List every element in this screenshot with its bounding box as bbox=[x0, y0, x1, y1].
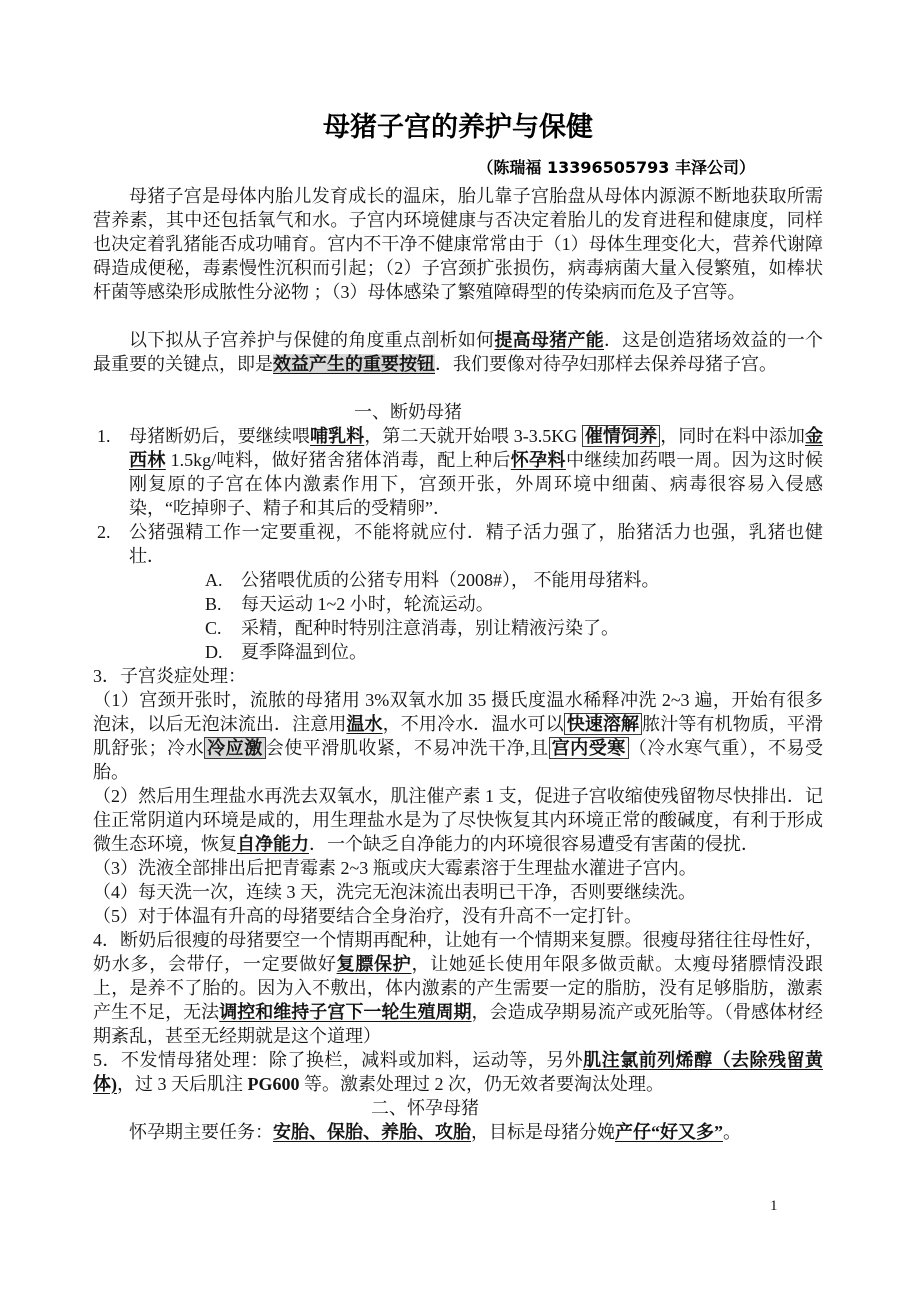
thin-sow-paragraph: 4．断奶后很瘦的母猪要空一个情期再配种，让她有一个情期来复膘。很瘦母猪往往母性好，奶水多，会带仔，一定要做好复膘保护，让她延长使用年限多做贡献。太瘦母猪膘情没跟上，是养不了胎的。因为入不敷出，体内激素的产生需要一定的脂肪，没有足够脂肪，激素产生不足，无法调控和维持子宫下一轮生殖周期，会造成孕期易流产或死胎等。（骨感体材经期紊乱，甚至无经期就是这个道理） bbox=[93, 930, 824, 1046]
weaning-item-2 bbox=[93, 520, 823, 568]
document-title: 母猪子宫的养护与保健 bbox=[323, 112, 593, 143]
section-pregnant-heading: 二、怀孕母猪 bbox=[371, 1098, 479, 1118]
sublist-letter: B. bbox=[205, 594, 222, 614]
overview-paragraph: 以下拟从子宫养护与保健的角度重点剖析如何提高母猪产能．这是创造猪场效益的一个最重要的关键点，即是效益产生的重要按钮．我们要像对待孕妇那样去保养母猪子宫。 bbox=[93, 330, 824, 374]
uteritis-step-3: （3）洗液全部排出后把青霉素 2~3 瓶或庆大霉素溶于生理盐水灌进子宫内。 bbox=[93, 858, 697, 878]
page-number: 1 bbox=[770, 1198, 778, 1214]
sublist-text: 夏季降温到位。 bbox=[241, 642, 367, 662]
boar-sublist-item-a bbox=[93, 568, 823, 592]
document-content bbox=[93, 110, 823, 1144]
boar-sublist-item-d bbox=[93, 640, 823, 664]
uteritis-step-4: （4）每天洗一次，连续 3 天，洗完无泡沫流出表明已干净，否则要继续洗。 bbox=[93, 882, 696, 902]
sublist-text: 公猪喂优质的公猪专用料（2008#）， 不能用母猪料。 bbox=[241, 570, 660, 590]
weaning-item-1 bbox=[93, 424, 823, 520]
boar-sublist-item-c bbox=[93, 616, 823, 640]
uteritis-step-5: （5）对于体温有升高的母猪要结合全身治疗，没有升高不一定打针。 bbox=[93, 906, 642, 926]
boar-sublist-item-b bbox=[93, 592, 823, 616]
sublist-letter: D. bbox=[205, 642, 223, 662]
author-line: （陈瑞福 13396505793 丰泽公司） bbox=[477, 158, 755, 177]
item-number: 1. bbox=[97, 426, 111, 446]
item-text: 母猪断奶后，要继续喂哺乳料，第二天就开始喂 3-3.5KG 催情饲养 ，同时在料中添加金西林 1.5kg/吨料，做好猪舍猪体消毒，配上种后怀孕料中继续加药喂一周。因为这时候刚复原的子宫在体内激素作用下，宫颈开张，外周环境中细菌、病毒很容易入侵感染，“吃掉卵子、精子和其后的受精卵”． bbox=[129, 426, 824, 518]
pregnancy-task-paragraph: 怀孕期主要任务：安胎、保胎、养胎、攻胎，目标是母猪分娩产仔“好又多”。 bbox=[129, 1122, 741, 1142]
sublist-text: 采精，配种时特别注意消毒，别让精液污染了。 bbox=[241, 618, 619, 638]
uteritis-step-1: （1）宫颈开张时，流脓的母猪用 3%双氧水加 35 摄氏度温水稀释冲洗 2~3 遍，开始有很多泡沫，以后无泡沫流出．注意用温水，不用冷水．温水可以 快速溶解 脓汁等有机物质，平滑肌舒张；冷水 冷应激 会使平滑肌收紧，不易冲洗干净,且 宫内受寒 （冷水寒气重），不易受胎。 bbox=[93, 690, 824, 782]
anestrus-paragraph: 5．不发情母猪处理：除了换栏，减料或加料，运动等，另外肌注氯前列烯醇（去除残留黄体)，过 3 天后肌注 PG600 等。激素处理过 2 次，仍无效者要淘汰处理。 bbox=[93, 1050, 824, 1094]
item-number: 2. bbox=[97, 522, 111, 542]
section-weaning-heading: 一、断奶母猪 bbox=[354, 402, 462, 422]
sublist-letter: A. bbox=[205, 570, 223, 590]
uteritis-step-2: （2）然后用生理盐水再洗去双氧水，肌注催产素 1 支，促进子宫收缩使残留物尽快排出．记住正常阴道内环境是咸的，用生理盐水是为了尽快恢复其内环境正常的酸碱度，有利于形成微生态环境，恢复自净能力．一个缺乏自净能力的内环境很容易遭受有害菌的侵扰． bbox=[93, 786, 823, 854]
sublist-letter: C. bbox=[205, 618, 222, 638]
intro-paragraph: 母猪子宫是母体内胎儿发育成长的温床，胎儿靠子宫胎盘从母体内源源不断地获取所需营养素，其中还包括氧气和水。子宫内环境健康与否决定着胎儿的发育进程和健康度，同样也决定着乳猪能否成功哺育。宫内不干净不健康常常由于（1）母体生理变化大，营养代谢障碍造成便秘，毒素慢性沉积而引起；（2）子宫颈扩张损伤，病毒病菌大量入侵繁殖，如棒状杆菌等感染形成脓性分泌物 ；（3）母体感染了繁殖障碍型的传染病而危及子宫等。 bbox=[93, 186, 823, 302]
uteritis-heading-line: 3．子宫炎症处理： bbox=[93, 666, 246, 686]
sublist-text: 每天运动 1~2 小时，轮流运动。 bbox=[241, 594, 494, 614]
item-text: 公猪强精工作一定要重视，不能将就应付．精子活力强了，胎猪活力也强，乳猪也健壮． bbox=[129, 522, 823, 566]
